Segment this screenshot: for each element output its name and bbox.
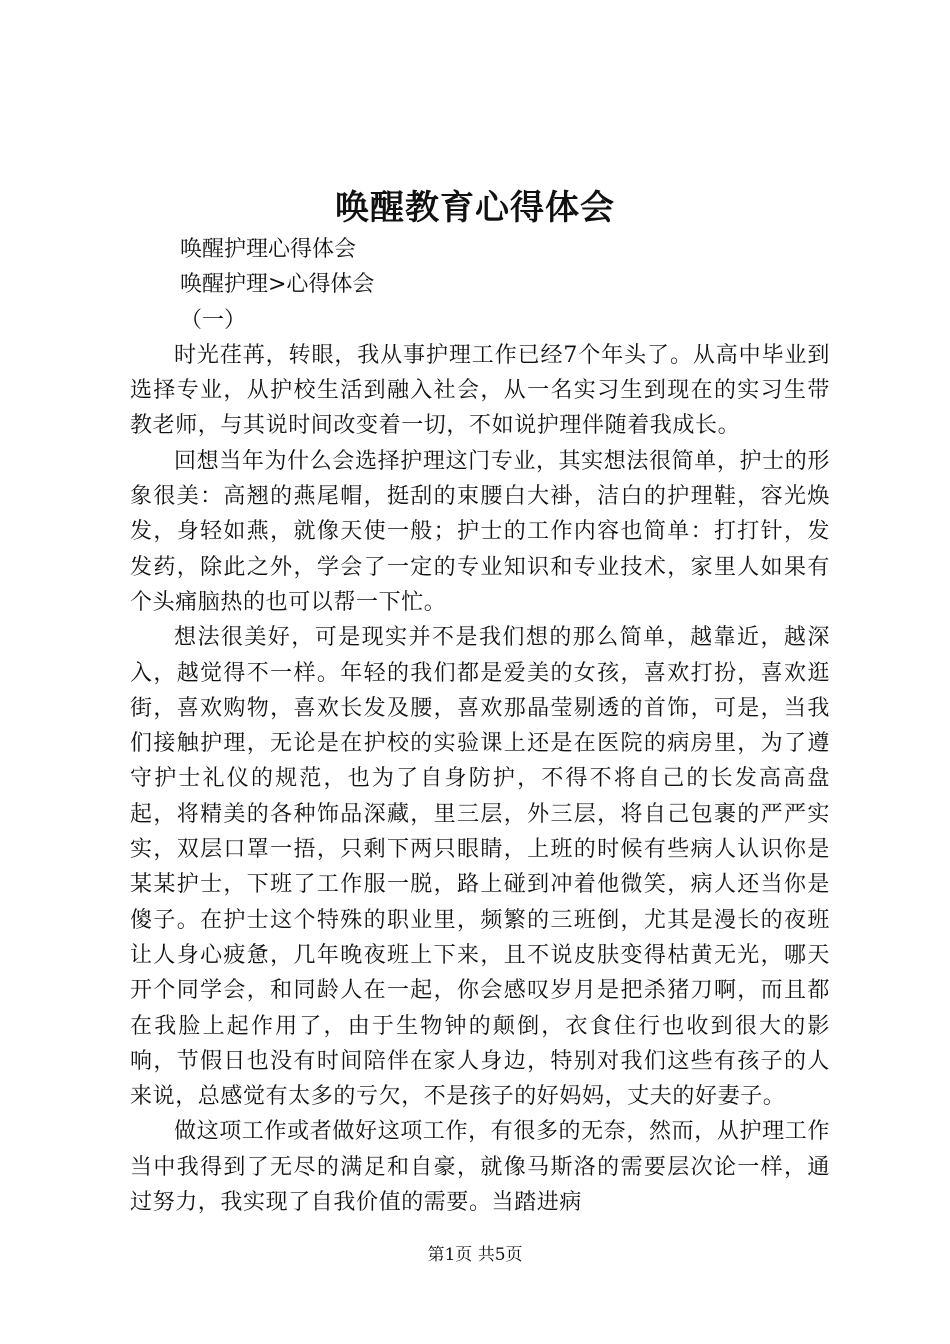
- document-title: 唤醒教育心得体会: [335, 188, 615, 228]
- page-number-footer: 第1页 共5页: [427, 1245, 523, 1265]
- paragraph-1: 时光荏苒，转眼，我从事护理工作已经7个年头了。从高中毕业到选择专业，从护校生活到融入社会，从一名实习生到现在的实习生带教老师，与其说时间改变着一切，不如说护理伴随着我成长。: [130, 342, 830, 439]
- paragraph-3: 想法很美好，可是现实并不是我们想的那么简单，越靠近，越深入，越觉得不一样。年轻的我们都是爱美的女孩，喜欢打扮，喜欢逛街，喜欢购物，喜欢长发及腰，喜欢那晶莹剔透的首饰，可是，当我们接触护理，无论是在护校的实验课上还是在医院的病房里，为了遵守护士礼仪的规范，也为了自身防护，不得不将自己的长发高高盘起，将精美的各种饰品深藏，里三层，外三层，将自己包裹的严严实实，双层口罩一捂，只剩下两只眼睛，上班的时候有些病人认识你是某某护士，下班了工作服一脱，路上碰到冲着他微笑，病人还当你是傻子。在护士这个特殊的职业里，频繁的三班倒，尤其是漫长的夜班让人身心疲惫，几年晚夜班上下来，且不说皮肤变得枯黄无光，哪天开个同学会，和同龄人在一起，你会感叹岁月是把杀猪刀啊，而且都在我脸上起作用了，由于生物钟的颠倒，衣食住行也收到很大的影响，节假日也没有时间陪伴在家人身边，特别对我们这些有孩子的人来说，总感觉有太多的亏欠，不是孩子的好妈妈，丈夫的好妻子。: [130, 625, 830, 1110]
- paragraph-4: 做这项工作或者做好这项工作，有很多的无奈，然而，从护理工作当中我得到了无尽的满足和自豪，就像马斯洛的需要层次论一样，通过努力，我实现了自我价值的需要。当踏进病: [130, 1119, 830, 1216]
- document-body: [130, 232, 830, 1220]
- subtitle-breadcrumb-line: 唤醒护理>心得体会: [180, 272, 375, 298]
- section-marker: （一）: [180, 307, 247, 333]
- subtitle-line: 唤醒护理心得体会: [180, 237, 357, 262]
- paragraph-2: 回想当年为什么会选择护理这门专业，其实想法很简单，护士的形象很美：高翘的燕尾帽，挺刮的束腰白大褂，洁白的护理鞋，容光焕发，身轻如燕，就像天使一般；护士的工作内容也简单：打打针，发发药，除此之外，学会了一定的专业知识和专业技术，家里人如果有个头痛脑热的也可以帮一下忙。: [130, 448, 830, 615]
